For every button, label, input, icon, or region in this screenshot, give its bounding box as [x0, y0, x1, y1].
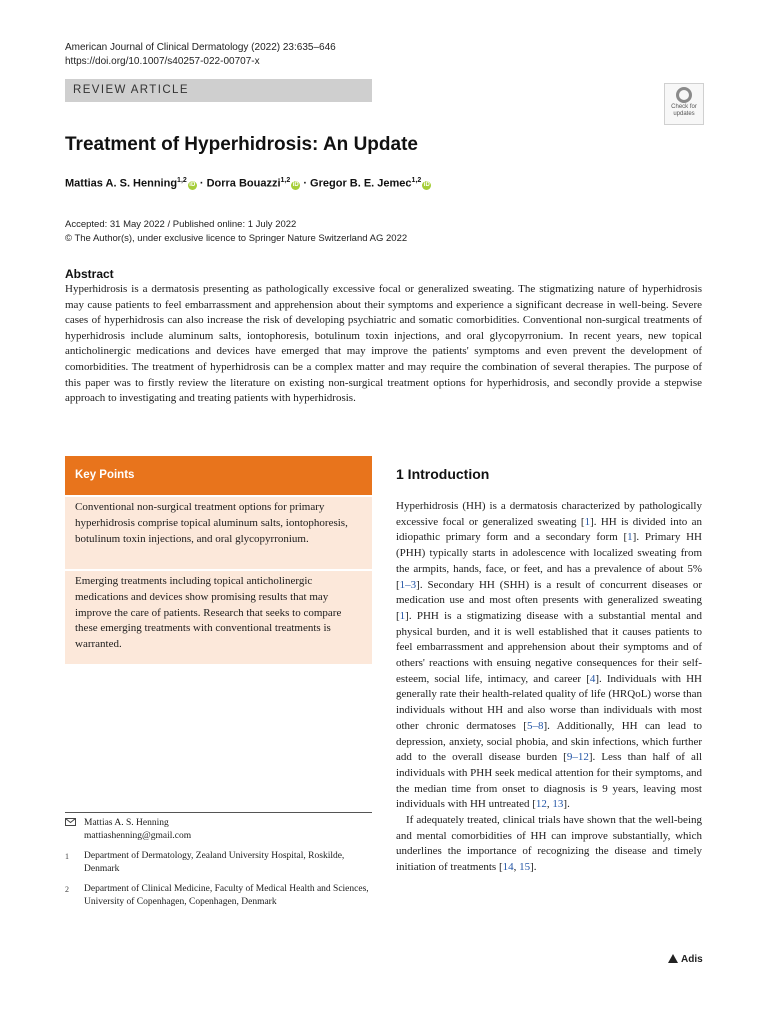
author-separator: · [196, 177, 207, 190]
article-title: Treatment of Hyperhidrosis: An Update [65, 134, 418, 155]
key-points-box [65, 456, 372, 664]
citation-link[interactable]: 5–8 [526, 719, 544, 732]
affiliation-note [65, 883, 372, 909]
citation-link[interactable]: 15 [519, 861, 531, 874]
paragraph-text: , [513, 861, 520, 874]
author-name[interactable]: Mattias A. S. Henning [65, 177, 178, 190]
publisher-name: Adis [681, 954, 703, 965]
abstract-heading: Abstract [65, 267, 114, 281]
affiliation-number: 1 [65, 852, 69, 861]
affiliation-text: Department of Dermatology, Zealand University Hospital, Roskilde, Denmark [84, 851, 345, 874]
section-heading-introduction: 1 Introduction [396, 466, 490, 482]
paragraph-text: ]. Individuals with HH generally rate their health-related quality of life (HRQoL) worse than individuals without HH and also worse than individuals with most other chronic dermatoses [ [396, 672, 702, 732]
citation-link[interactable]: 9–12 [566, 751, 589, 764]
journal-citation [65, 41, 336, 69]
journal-line: American Journal of Clinical Dermatology (2022) 23:635–646 [65, 42, 336, 53]
author-list [65, 177, 431, 190]
key-point-item: Conventional non-surgical treatment options for primary hyperhidrosis comprise topical aluminum salts, iontophoresis, botulinum toxin injections, and oral glycopyrronium. [65, 497, 372, 569]
paragraph-text: Hyperhidrosis (HH) is a dermatosis characterized by pathologically excessive focal or generalized sweating [ [396, 500, 702, 528]
orcid-icon[interactable]: iD [292, 181, 299, 188]
article-type-banner [65, 79, 372, 102]
publication-dates [65, 218, 407, 246]
paragraph-text: ]. Primary HH (PHH) typically starts in adolescence with localized sweating from the armpits, hands, face, or feet, and has a prevalence of about 5% [ [396, 531, 703, 591]
paragraph-text: ]. Less than half of all individuals with PHH seek medical attention for their symptoms, and the median time from onset to diagnosis is 9 years, leaving most individuals with HH untreated [ [396, 751, 702, 811]
citation-link[interactable]: 4 [589, 672, 596, 685]
author-affiliation: 1,2 [177, 177, 187, 184]
author-affiliation: 1,2 [280, 177, 291, 184]
citation-link[interactable]: 1 [584, 515, 591, 528]
author-name[interactable]: Dorra Bouazzi [206, 177, 281, 190]
key-points-heading: Key Points [65, 456, 372, 495]
paragraph-text: ]. PHH is a stigmatizing disease with a substantial mental and physical burden, and it is well established that it causes patients to feel embarrassment and apprehension about their symptoms and of others' reactions with ensuing negative consequences for their self-esteem, social life, intimacy, and career [ [396, 609, 702, 685]
paragraph-text: , [546, 798, 553, 811]
citation-link[interactable]: 13 [552, 798, 564, 811]
crossmark-line1: Check for [671, 104, 697, 110]
check-for-updates-badge[interactable] [664, 83, 704, 125]
paragraph-text: ]. HH is divided into an idiopathic primary form and a secondary form [ [396, 515, 702, 544]
crossmark-line2: updates [673, 110, 695, 117]
paragraph-text: ]. [530, 861, 537, 874]
orcid-icon[interactable]: iD [423, 181, 430, 188]
article-type-label: REVIEW ARTICLE [73, 84, 189, 96]
citation-link[interactable]: 1 [399, 609, 406, 622]
affiliation-number: 2 [65, 885, 69, 894]
key-point-item: Emerging treatments including topical anticholinergic medications and devices show promising results that may improve the care of patients. Research that seeks to compare these emerging treatments with conventional treatments is warranted. [65, 571, 372, 664]
paragraph-text: If adequately treated, clinical trials have shown that the well-being and mental comorbidities of HH can improve substantially, which underlines the importance of recognizing the disease and timely initiation of treatments [ [396, 814, 702, 874]
paragraph-text: ]. [563, 798, 570, 811]
citation-link[interactable]: 1–3 [399, 578, 417, 591]
affiliation-text: Department of Clinical Medicine, Faculty of Medical Health and Sciences, University of Copenhagen, Copenhagen, Denmark [84, 884, 369, 907]
citation-link[interactable]: 12 [535, 798, 547, 811]
author-affiliation: 1,2 [411, 177, 422, 184]
author-name[interactable]: Gregor B. E. Jemec [310, 177, 412, 190]
citation-link[interactable]: 1 [627, 531, 633, 544]
footnotes [65, 817, 372, 916]
paragraph-text: ]. Secondary HH (SHH) is a result of concurrent diseases or medication use and most often presents with generalized sweating [ [396, 578, 702, 622]
envelope-icon [65, 817, 84, 843]
introduction-paragraph [396, 813, 702, 876]
citation-link[interactable]: 14 [502, 861, 514, 874]
correspondence-author: Mattias A. S. Henning [84, 818, 169, 828]
orcid-icon[interactable]: iD [189, 181, 196, 188]
accepted-published-line: Accepted: 31 May 2022 / Published online: 1 July 2022 [65, 219, 297, 230]
abstract-text: Hyperhidrosis is a dermatosis presenting as pathologically excessive focal or generalized sweating. The stigmatizing nature of hyperhidrosis may cause patients to feel embarrassment and apprehension about their symptoms and experience a significant decrease in well-being. Severe cases of hyperhidrosis can also increase the risk of developing psychiatric and somatic comorbidities. Conventional non-surgical treatments of hyperhidrosis include aluminum salts, iontophoresis, botulinum toxin injections, and oral glycopyrronium. In recent years, new topical anticholinergic medications and devices have emerged that may improve the patients' symptoms and even prevent the development of comorbidities. The treatment of hyperhidrosis can be a complex matter and may require the combination of several therapies. The purpose of this paper was to firstly review the literature on existing non-surgical treatment options for hyperhidrosis, and secondly provide a stepwise approach to investigating and treating patients with hyperhidrosis. [65, 283, 702, 405]
crossmark-icon [676, 87, 692, 103]
correspondence-email[interactable]: mattiashenning@gmail.com [84, 831, 192, 841]
introduction-body [396, 499, 702, 876]
correspondence-note [65, 817, 372, 843]
affiliation-note [65, 850, 372, 876]
author-separator: · [300, 177, 311, 190]
introduction-paragraph [396, 499, 702, 813]
footnote-divider [65, 812, 372, 813]
copyright-line: © The Author(s), under exclusive licence to Springer Nature Switzerland AG 2022 [65, 233, 408, 244]
paragraph-text: ]. Additionally, HH can lead to depression, anxiety, social phobia, and skin infections, which further add to the overall disease burden [ [396, 719, 702, 764]
publisher-logo [668, 954, 703, 965]
adis-triangle-icon [668, 954, 678, 963]
doi-link[interactable]: https://doi.org/10.1007/s40257-022-00707-x [65, 56, 260, 67]
